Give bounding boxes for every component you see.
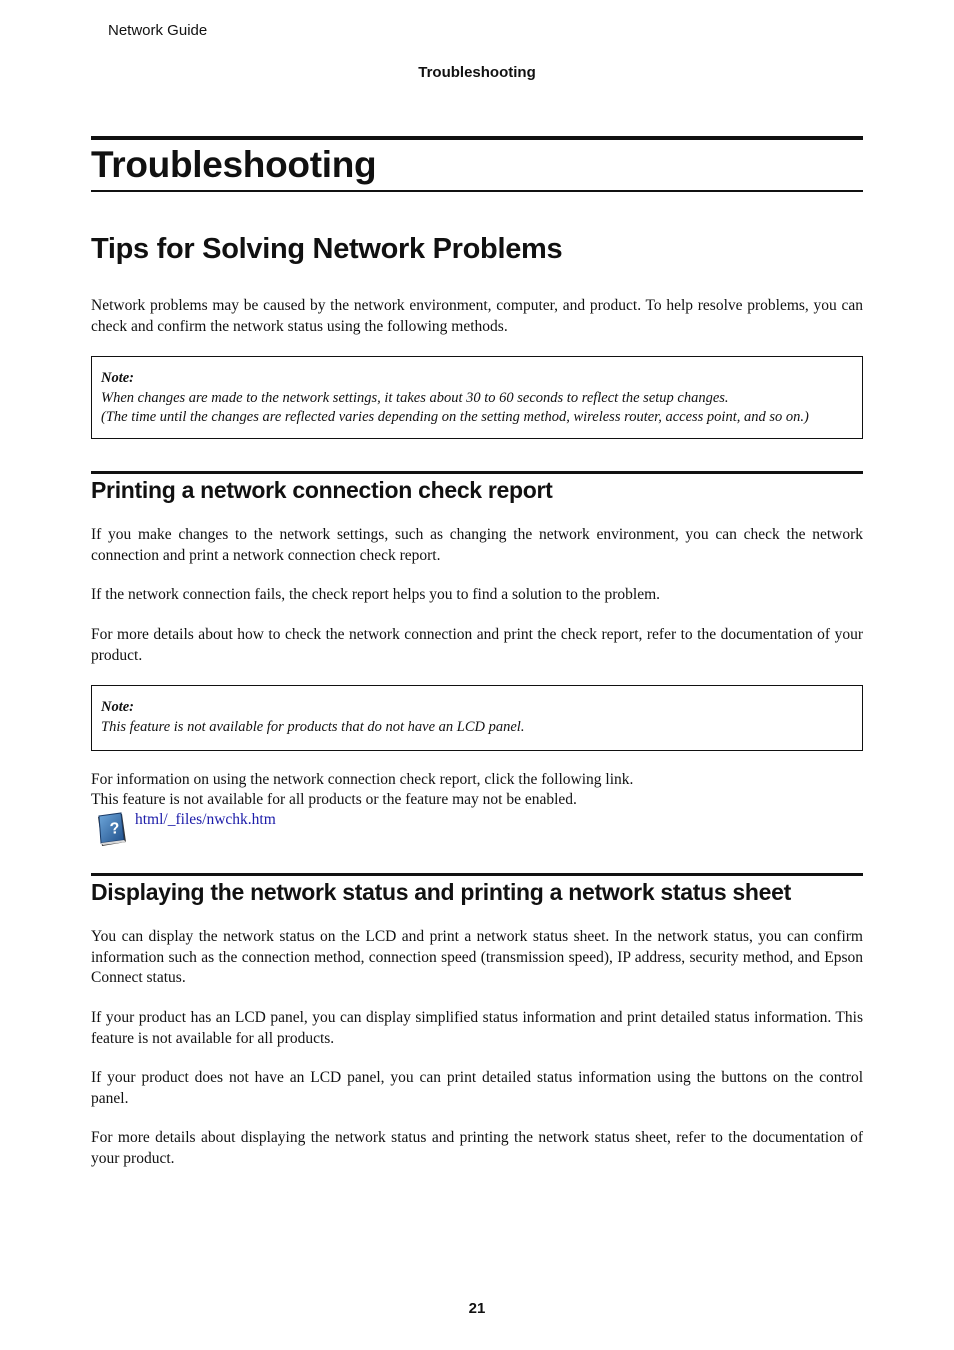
subsection-title-status-sheet: Displaying the network status and printing a network status sheet	[91, 879, 792, 905]
note-line: When changes are made to the network settings, it takes about 30 to 60 seconds to reflect the setup changes.	[101, 389, 729, 406]
subsection-title-check-report: Printing a network connection check report	[91, 477, 553, 503]
note-box-lcd-required	[91, 685, 863, 751]
note-box-settings-delay	[91, 356, 863, 439]
check-report-link-intro: For information on using the network connection check report, click the following link.	[91, 771, 634, 788]
svg-text:?: ?	[109, 820, 121, 838]
note-line: This feature is not available for products that do not have an LCD panel.	[101, 718, 525, 735]
note-line: (The time until the changes are reflected varies depending on the setting method, wireless router, access point, and so on.)	[101, 409, 809, 425]
status-sheet-paragraph: For more details about displaying the network status and printing the network status sheet, refer to the documentation of your product.	[91, 1129, 863, 1167]
page-number: 21	[468, 1300, 486, 1317]
check-report-paragraph: If the network connection fails, the check report helps you to find a solution to the problem.	[91, 586, 661, 603]
check-report-paragraph: If you make changes to the network settings, such as changing the network environment, you can check the network connection and print a network connection check report.	[91, 526, 863, 564]
running-header-section-title: Troubleshooting	[418, 64, 536, 81]
subsection-rule	[91, 471, 863, 474]
tips-intro-paragraph: Network problems may be caused by the network environment, computer, and product. To help resolve problems, you can check and confirm the network status using the following methods.	[91, 297, 863, 335]
check-report-paragraph: For more details about how to check the network connection and print the check report, refer to the documentation of your product.	[91, 626, 863, 664]
running-header-guide-title: Network Guide	[108, 22, 208, 39]
note-label: Note:	[101, 699, 135, 715]
status-sheet-paragraph: You can display the network status on the LCD and print a network status sheet. In the network status, you can confirm information such as the connection method, connection speed (transmission speed), IP address, security method, and Epson Connect status.	[91, 928, 863, 986]
chapter-title: Troubleshooting	[91, 144, 377, 185]
check-report-availability-note: This feature is not available for all products or the feature may not be enabled.	[91, 791, 577, 808]
help-book-icon	[95, 812, 129, 848]
chapter-top-rule	[91, 136, 863, 140]
section-title-tips: Tips for Solving Network Problems	[91, 233, 563, 265]
status-sheet-paragraph: If your product does not have an LCD panel, you can print detailed status information using the buttons on the control panel.	[91, 1069, 863, 1107]
subsection-rule	[91, 873, 863, 876]
note-label: Note:	[101, 370, 135, 386]
chapter-bottom-rule	[91, 190, 863, 192]
status-sheet-paragraph: If your product has an LCD panel, you can display simplified status information and print detailed status information. This feature is not available for all products.	[91, 1009, 863, 1047]
help-link[interactable]: html/_files/nwchk.htm	[135, 811, 276, 828]
